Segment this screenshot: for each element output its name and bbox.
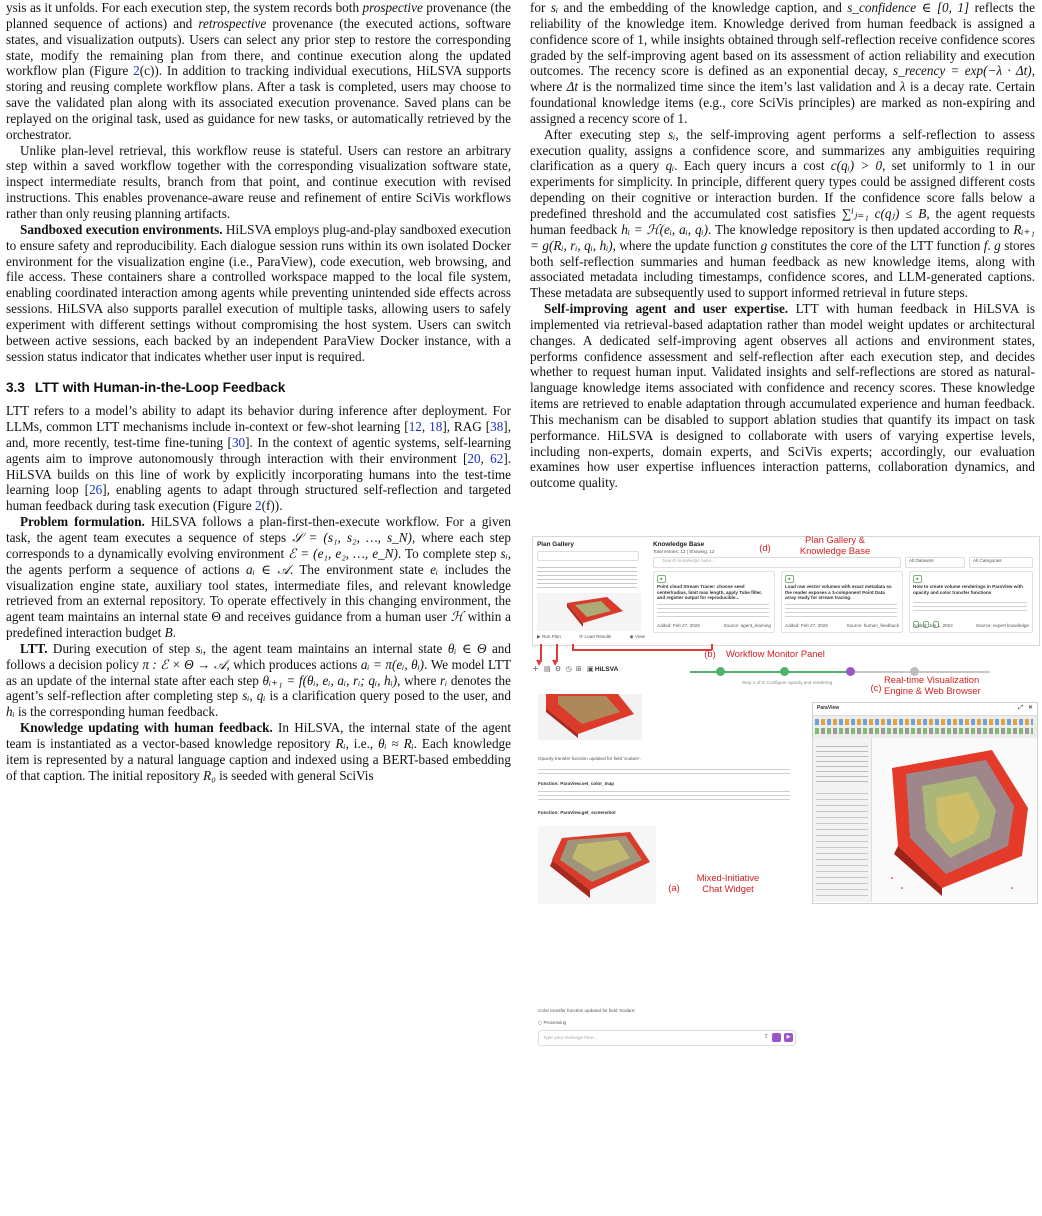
annotation-a-label: (a)	[668, 882, 680, 893]
chat-text-lines	[538, 766, 790, 774]
grid-icon[interactable]: ⊞	[575, 665, 582, 673]
paragraph-knowledge-updating: Knowledge updating with human feedback. In HiLSVA, the internal state of the agent team is instantiated as a vector-based knowledge repository Rᵢ, i.e., θᵢ ≈ Rᵢ. Each knowledge item is represented by a natural language caption and indexed using a BERT-based embedding of that caption. The initial repository R₀ is seeded with general SciVis	[6, 720, 512, 783]
plan-text-lines	[537, 564, 637, 588]
upload-icon[interactable]: ⇪	[763, 1033, 769, 1040]
properties-panel[interactable]	[816, 788, 868, 898]
workflow-progress-done	[690, 671, 850, 673]
chat-function-2: Function: ParaView.get_screenshot	[538, 810, 616, 815]
pipeline-browser[interactable]	[816, 742, 868, 782]
chat-image-2-render	[538, 826, 656, 904]
paraview-render-view[interactable]	[872, 738, 1036, 902]
paraview-pipeline-panel	[813, 738, 872, 902]
paraview-toolbar	[813, 715, 1037, 739]
citation[interactable]: 20	[467, 450, 481, 466]
plan-thumbnail	[537, 593, 641, 631]
workflow-step-caption: Step 1 of 3: Configure opacity and rendering	[742, 680, 833, 685]
kb-card-1[interactable]	[653, 571, 775, 633]
clock-icon[interactable]: ◷	[565, 665, 572, 673]
annotation-d-label: (d)	[759, 542, 771, 553]
card-badge: ●	[657, 575, 666, 583]
kb-card-3-body	[913, 599, 1027, 611]
arrow-down-icon: ▼	[536, 658, 543, 667]
left-column	[6, 0, 511, 784]
chat-input[interactable]: Type your message here... ⇪ ▶	[538, 1030, 796, 1046]
citation[interactable]: 26	[89, 482, 103, 498]
paragraph-ltt: LTT. During execution of step sᵢ, the agent team maintains an internal state θᵢ ∈ Θ and follows a decision policy π : ℰ × Θ → 𝒜, which produces actions aᵢ = π(eᵢ, θᵢ). We model LTT as an update of the internal state after each step θᵢ₊₁ = f(θᵢ, eᵢ, aᵢ, rᵢ; qᵢ, hᵢ), where rᵢ denotes the agent’s self-reflection after completing step sᵢ, qᵢ is a clarification query posed to the user, and hᵢ is the corresponding human feedback.	[6, 640, 511, 720]
play-icon: ▶	[537, 635, 542, 640]
kb-search-input[interactable]: Search knowledge base...	[653, 557, 901, 568]
citation[interactable]: 18	[429, 419, 443, 435]
toolbar-icons-row-2[interactable]	[815, 728, 1033, 734]
card-badge: ●	[785, 575, 794, 583]
record-button[interactable]	[772, 1033, 781, 1042]
kb-card-2-source: Source: human_feedback	[846, 623, 899, 628]
kb-card-3-date: Added: Jan 1, 2024	[913, 623, 953, 628]
document-icon[interactable]: ▤	[543, 665, 551, 673]
load-results-button[interactable]: ⟳ Load Results	[579, 634, 612, 640]
citation[interactable]: 12	[408, 419, 422, 435]
expand-icon[interactable]: ⤢	[1018, 704, 1023, 711]
kb-card-2-title: Load raw vector volumes with exact metadata so the reader exposes a 3-component Point Data array ready for stream tracing.	[785, 584, 892, 601]
workflow-progress-remaining	[850, 671, 990, 673]
figure-ref[interactable]: 2	[133, 63, 140, 79]
chat-status: ○ Processing	[538, 1020, 567, 1026]
citation[interactable]: 30	[231, 434, 246, 450]
volume-render	[872, 738, 1036, 902]
spinner-icon: ○	[538, 1021, 544, 1026]
kb-card-3[interactable]	[909, 571, 1033, 633]
kb-card-1-body	[657, 601, 769, 619]
kb-card-2-body	[785, 601, 897, 619]
paragraph-workflow-reuse: Unlike plan-level retrieval, this workflow reuse is stateful. Users can restore an arbitrary step within a saved workflow together with the corresponding visualization software state, inspect intermediate results, branch from that point, and continue execution with revised instructions. This enables provenance-aware reuse and refinement of entire SciVis workflows rather than only reusing planning artifacts.	[6, 142, 511, 221]
kb-card-2[interactable]	[781, 571, 903, 633]
chat-code-lines	[538, 788, 790, 800]
toolbar-icons-row-1[interactable]	[815, 719, 1033, 725]
right-column	[530, 0, 1035, 491]
annotation-a-text: Mixed-Initiative Chat Widget	[696, 872, 760, 894]
paragraph-self-improving-agent: Self-improving agent and user expertise. LTT with human feedback in HiLSVA is implemented via retrieval-based adaptation rather than model weight updates or architectural changes. A dedicated self-improving agent observes all actions and environment states, performs confidence assessment and self-reflection after each execution step, and decides whether to request human input. Validated insights and self-reflections are stored as natural-language knowledge items associated with confidence and recency scores. These knowledge items are retrieved to enable adaptation through accumulated experience and human feedback. This mechanism can be disabled to support ablation studies that quantify its impact on task performance. HiLSVA is designed to collaborate with users of varying expertise levels, including non-experts, domain experts, and SciVis experts; accordingly, our evaluation examines how user expertise influences interaction patterns, collaboration dynamics, and outcome quality.	[530, 301, 1035, 491]
arrow-down-icon: ▼	[552, 658, 559, 667]
paragraph-provenance: ysis as it unfolds. For each execution step, the system records both prospective provenance (the planned sequence of actions) and retrospective provenance (the executed actions, software states, and visualization outputs). Users can select any prior step to restore the corresponding state, modify the remaining plan from there, and continue execution along the updated workflow plan (Figure 2(c)). In addition to tracking individual executions, HiLSVA supports storing and reusing complete workflow plans. After a task is completed, users may choose to save the validated plan along with its associated execution provenance. Saved plans can be replayed on the original task, used as guidance for new tasks, or automatically retrieved by the orchestrator.	[6, 0, 511, 142]
chat-caption-1: Opacity transfer function updated for field 'scalars'.	[538, 756, 641, 761]
plan-select[interactable]	[537, 551, 639, 561]
plan-gallery-buttons	[537, 634, 645, 641]
plan-gallery-title: Plan Gallery	[537, 541, 574, 548]
kb-dataset-filter[interactable]: All Datasets	[905, 557, 965, 568]
workflow-step-node-3[interactable]	[846, 667, 855, 676]
logo-icon: ▣	[587, 665, 594, 673]
knowledge-base-subtitle: Total entries: 12 | Showing: 12	[653, 549, 715, 554]
load-icon: ⟳	[579, 635, 585, 640]
citation[interactable]: 62	[490, 450, 504, 466]
kb-card-1-date: Added: Feb 27, 2026	[657, 623, 700, 628]
close-icon[interactable]: ✕	[1027, 704, 1033, 711]
knowledge-base-title: Knowledge Base	[653, 541, 705, 548]
paraview-window	[812, 702, 1038, 904]
figure-system-interface	[530, 536, 1040, 1208]
workflow-step-node-1[interactable]	[716, 667, 725, 676]
annotation-d-text: Plan Gallery & Knowledge Base	[799, 534, 871, 556]
run-plan-button[interactable]: ▶ Run Plan	[537, 634, 561, 640]
kb-card-3-title: How to create volume renderings in ParaView with opacity and color transfer functions	[913, 584, 1023, 595]
chat-widget	[532, 686, 802, 1204]
paragraph-ltt-intro: LTT refers to a model’s ability to adapt its behavior during inference after deployment. For LLMs, common LTT mechanisms include in-context or few-shot learning [12, 18], RAG [38], and, more recently, test-time fine-tuning [30]. In the context of agentic systems, self-learning agents aim to improve autonomously through interaction with their environment [20, 62]. HiLSVA builds on this line of work by explicitly incorporating humans into the test-time learning loop [26], enabling agents to adapt through structured self-reflection and targeted human feedback during task execution (Figure 2(f)).	[6, 403, 512, 514]
citation[interactable]: 38	[490, 419, 504, 435]
chat-image-2	[538, 826, 656, 904]
send-icon[interactable]: ▶	[784, 1033, 793, 1042]
section-heading: 3.3 LTT with Human-in-the-Loop Feedback	[6, 380, 286, 396]
annotation-b-label: (b)	[704, 648, 716, 659]
app-toolbar	[532, 666, 682, 678]
gear-icon[interactable]: ⚙	[554, 665, 562, 673]
paragraph-problem-formulation: Problem formulation. HiLSVA follows a plan-first-then-execute workflow. For a given task, the agent team executes a sequence of steps 𝒮 = (s₁, s₂, …, s_N), where each step corresponds to a dynamically evolving environment ℰ = (e₁, e₂, …, e_N). To complete step sᵢ, the agents perform a sequence of actions aᵢ ∈ 𝒜. The environment state eᵢ includes the visualization engine state, auxiliary tool states, intermediate files, and relevant knowledge retrieved from an external repository. To operate effectively in this changing environment, the agent team maintains an internal state Θ and receives guidance from a human user ℋ within a predefined interaction budget B.	[6, 514, 512, 641]
eye-icon: ◉	[629, 635, 636, 640]
kb-card-2-date: Added: Feb 27, 2026	[785, 623, 828, 628]
chat-function-1: Function: ParaView.set_color_map	[538, 781, 615, 786]
connector-line	[572, 649, 712, 651]
card-badge: ●	[913, 575, 922, 583]
kb-card-1-title: Point cloud Stream Tracer: choose seed center/radius, limit max length, apply Tube filter, and register output for reproducible...	[657, 584, 763, 601]
kb-category-filter[interactable]: All Categories	[969, 557, 1033, 568]
plus-icon[interactable]: +	[532, 664, 539, 673]
paragraph-self-reflection: After executing step sᵢ, the self-improving agent performs a self-reflection to assess execution quality, assigns a confidence score, and summarizes any ambiguities requiring clarification as a query qᵢ. Each query incurs a cost c(qᵢ) > 0, set uniformly to 1 in our experiments for simplicity. In principle, different query types could be assigned different costs depending on their cognitive or interaction burden. If the confidence score falls below a predefined threshold and the accumulated cost satisfies ∑ⁱⱼ₌₁ c(qⱼ) ≤ B, the agent requests human feedback hᵢ = ℋ(eᵢ, aᵢ, qᵢ). The knowledge repository is then updated according to Rᵢ₊₁ = g(Rᵢ, rᵢ, qᵢ, hᵢ), where the update function g constitutes the core of the LTT function f. g stores both self-reflection summaries and human feedback as new knowledge items, along with associated metadata including timestamps, confidence scores, and LLM-generated captions. These metadata are subsequently used to support informed retrieval in future steps.	[530, 126, 1036, 301]
paraview-title: ParaView	[817, 705, 840, 711]
paragraph-scores: for sᵢ and the embedding of the knowledge caption, and s_confidence ∈ [0, 1] reflects the reliability of the knowledge item. Knowledge derived from human feedback is assigned a confidence score of 1, while insights obtained through self-reflection receive confidence scores graded by the self-improving agent based on its assessment of action reliability and execution outcomes. The recency score is defined as an exponential decay, s_recency = exp(−λ · Δt), where Δt is the normalized time since the item’s last validation and λ is a decay rate. Certain foundational knowledge items (e.g., core SciVis principles) are marked as non-expiring and assigned a recency score of 1.	[530, 0, 1035, 126]
figure-ref[interactable]: 2	[255, 498, 262, 514]
chat-image-1	[538, 694, 642, 740]
view-button[interactable]: ◉ View	[629, 634, 645, 640]
app-name: HiLSVA	[594, 666, 619, 673]
paragraph-sandbox: Sandboxed execution environments. HiLSVA employs plug-and-play sandboxed execution to ensure safety and reproducibility. Each dialogue session runs within its own isolated Docker environment for the visualization engine (i.e., ParaView), code execution, web browsing, and file access. These containers share a controlled workspace mapped to the local file system, enabling coordinated interaction among agents while preventing unintended side effects across sessions. HiLSVA also supports parallel execution of multiple tasks, allowing users to safely experiment with different settings without compromising the host system. Users can switch between active sessions, each backed by an independent ParaView Docker instance, with a session status indicator that indicates whether user input is required.	[6, 221, 511, 364]
annotation-c-label: (c)	[870, 682, 882, 693]
kb-card-3-source: Source: expert knowledge	[975, 623, 1029, 628]
kb-card-1-source: Source: agent_learning	[723, 623, 771, 628]
workflow-step-node-2[interactable]	[780, 667, 789, 676]
annotation-b-text: Workflow Monitor Panel	[726, 648, 825, 659]
chat-image-1-render	[538, 694, 642, 740]
annotation-c-text: Real-time Visualization Engine & Web Browser	[884, 674, 981, 696]
chat-caption-2: Color transfer function updated for field 'scalars'.	[538, 1008, 637, 1013]
plan-thumbnail-image	[537, 593, 641, 631]
